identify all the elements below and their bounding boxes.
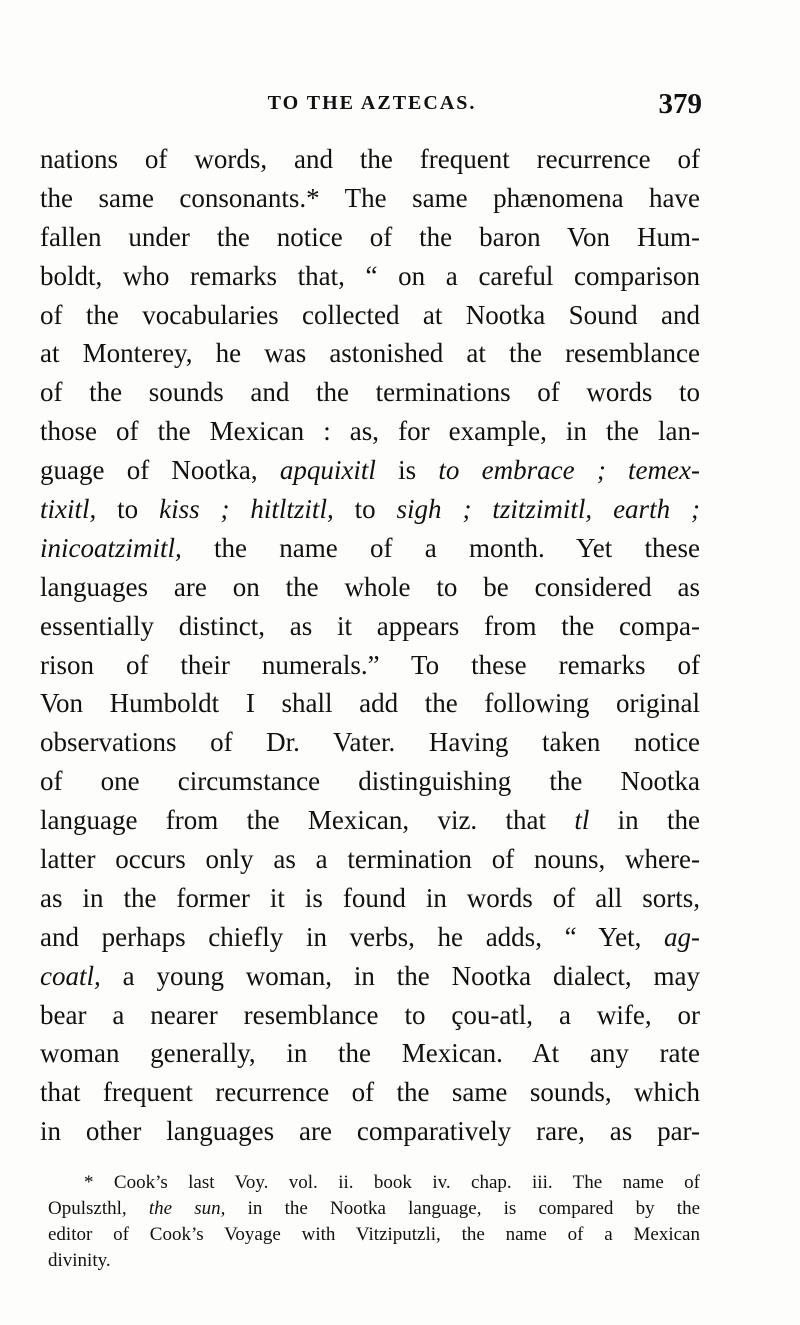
text-run: the same consonants.* The same phænomena have: [40, 182, 700, 213]
footnote-line: [48, 1222, 700, 1248]
text-line: [40, 646, 700, 685]
running-head: [42, 88, 702, 122]
text-run: as in the former it is found in words of all sorts,: [40, 882, 700, 913]
text-run: essentially distinct, as it appears from the compa-: [40, 610, 700, 641]
italic-text: tl: [574, 805, 590, 836]
text-run: divinity.: [48, 1250, 111, 1271]
text-line: [40, 762, 700, 801]
text-line: [40, 334, 700, 373]
text-run: in the: [589, 805, 700, 836]
text-run: the name of a month. Yet these: [181, 532, 700, 563]
running-title: TO THE AZTECAS.: [267, 92, 477, 114]
text-run: latter occurs only as a termination of nouns, where-: [40, 844, 700, 875]
text-line: [40, 801, 700, 840]
text-run: to: [333, 494, 397, 525]
text-run: that frequent recurrence of the same sounds, which: [40, 1077, 700, 1108]
text-line: [40, 412, 700, 451]
footnote-line: [48, 1196, 700, 1222]
italic-text: to embrace ; temex-: [438, 455, 700, 486]
italic-text: inicoatzimitl,: [40, 532, 182, 563]
text-run: of the sounds and the terminations of words to: [40, 377, 700, 408]
text-line: [40, 1034, 700, 1073]
text-run: languages are on the whole to be considered as: [40, 571, 700, 602]
text-run: language from the Mexican, viz. that: [40, 805, 575, 836]
text-line: [40, 140, 700, 179]
text-line: [40, 723, 700, 762]
text-line: [40, 1073, 700, 1112]
text-run: of one circumstance distinguishing the Nootka: [40, 766, 700, 797]
text-line: [40, 179, 700, 218]
text-run: observations of Dr. Vater. Having taken notice: [40, 727, 700, 758]
text-line: [40, 918, 700, 957]
text-line: [40, 840, 700, 879]
text-run: fallen under the notice of the baron Von Hum-: [40, 221, 700, 252]
body-text: [40, 140, 700, 1151]
text-run: and perhaps chiefly in verbs, he adds, “ Yet,: [40, 921, 664, 952]
text-line: [40, 451, 700, 490]
text-line: [40, 529, 700, 568]
text-run: woman generally, in the Mexican. At any rate: [40, 1038, 700, 1069]
text-line: [40, 1112, 700, 1151]
text-run: is: [375, 455, 439, 486]
italic-text: apquixitl: [279, 455, 376, 486]
text-run: a young woman, in the Nootka dialect, may: [100, 960, 700, 991]
text-line: [40, 218, 700, 257]
text-line: [40, 996, 700, 1035]
text-run: boldt, who remarks that, “ on a careful comparison: [40, 260, 700, 291]
text-line: [40, 879, 700, 918]
italic-text: the sun,: [148, 1198, 226, 1219]
italic-text: coatl,: [40, 960, 101, 991]
footnote-line: [48, 1248, 700, 1274]
text-run: in the Nootka language, is compared by the: [225, 1198, 700, 1219]
text-run: rison of their numerals.” To these remarks of: [40, 649, 700, 680]
footnote: [48, 1170, 700, 1274]
text-line: [40, 607, 700, 646]
text-line: [40, 296, 700, 335]
text-run: to: [96, 494, 160, 525]
text-line: [40, 257, 700, 296]
text-line: [40, 568, 700, 607]
text-run: those of the Mexican : as, for example, in the lan-: [40, 416, 700, 447]
italic-text: kiss ; hitltzitl,: [159, 494, 334, 525]
text-run: guage of Nootka,: [40, 455, 280, 486]
text-run: Von Humboldt I shall add the following original: [40, 688, 700, 719]
italic-text: tixitl,: [40, 494, 97, 525]
page-number: 379: [658, 88, 702, 120]
italic-text: sigh ; tzitzimitl, earth ;: [396, 494, 700, 525]
text-run: * Cook’s last Voy. vol. ii. book iv. chap. iii. The name of: [84, 1172, 700, 1193]
text-run: at Monterey, he was astonished at the resemblance: [40, 338, 700, 369]
italic-text: ag-: [664, 921, 700, 952]
text-line: [40, 373, 700, 412]
text-line: [40, 684, 700, 723]
text-run: nations of words, and the frequent recurrence of: [40, 144, 700, 174]
footnote-line: [48, 1170, 700, 1196]
text-run: editor of Cook’s Voyage with Vitziputzli, the name of a Mexican: [48, 1224, 700, 1245]
text-run: in other languages are comparatively rare, as par-: [40, 1116, 700, 1147]
text-line: [40, 957, 700, 996]
text-run: of the vocabularies collected at Nootka Sound and: [40, 299, 700, 330]
text-line: [40, 490, 700, 529]
text-run: Opulszthl,: [48, 1198, 149, 1219]
text-run: bear a nearer resemblance to çou-atl, a wife, or: [40, 999, 700, 1030]
